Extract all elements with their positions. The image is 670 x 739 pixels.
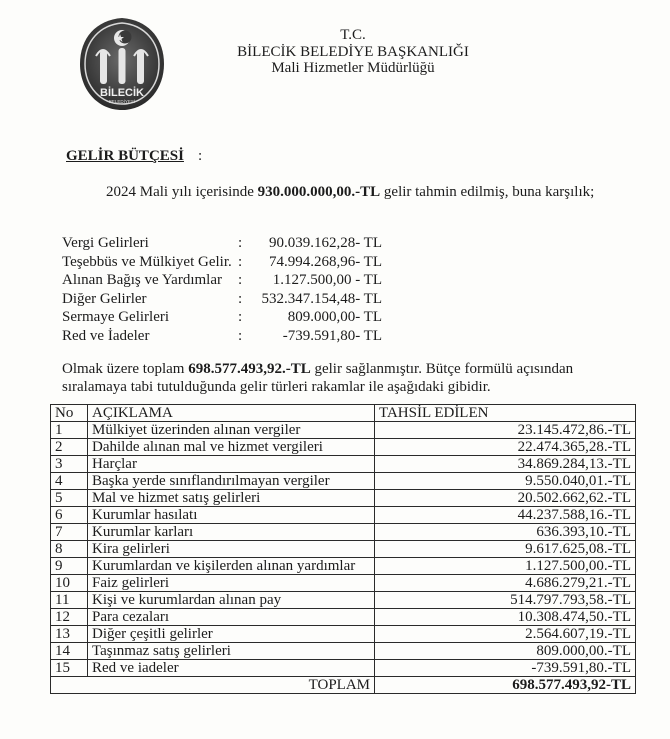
summary-value: 1.127.500,00 - TL (272, 272, 382, 288)
section-title (66, 148, 202, 165)
table-row (51, 575, 636, 592)
col-header-no: No (51, 405, 88, 422)
summary-label: Vergi Gelirleri (62, 235, 149, 251)
row-description: Faiz gelirleri (88, 575, 375, 592)
row-amount: 9.550.040,01.-TL (375, 473, 636, 490)
table-row (51, 422, 636, 439)
row-description: Mal ve hizmet satış gelirleri (88, 490, 375, 507)
section-title-text: GELİR BÜTÇESİ (66, 148, 184, 164)
header-tc: T.C. (340, 27, 366, 43)
summary-label: Red ve İadeler (62, 327, 150, 344)
row-amount: 4.686.279,21.-TL (375, 575, 636, 592)
summary-label: Sermaye Gelirleri (62, 309, 170, 325)
row-amount: 9.617.625,08.-TL (375, 541, 636, 558)
row-no: 11 (51, 592, 88, 609)
summary-label: Diğer Gelirler (62, 290, 147, 307)
summary-row (62, 290, 382, 309)
summary-sep: : (238, 253, 243, 270)
row-no: 3 (51, 456, 88, 473)
row-amount: 10.308.474,50.-TL (375, 609, 636, 626)
header-institution: BİLECİK BELEDİYE BAŞKANLIĞI (237, 44, 469, 60)
row-no: 6 (51, 507, 88, 524)
row-amount: 44.237.588,16.-TL (375, 507, 636, 524)
summary-sep: : (238, 309, 243, 325)
section-title-colon: : (197, 148, 203, 164)
table-header-row (51, 405, 636, 422)
row-amount: 636.393,10.-TL (375, 524, 636, 541)
col-header-amount: TAHSİL EDİLEN (375, 405, 636, 422)
row-no: 2 (51, 439, 88, 456)
row-no: 10 (51, 575, 88, 592)
summary-row (62, 271, 382, 290)
row-amount: 23.145.472,86.-TL (375, 422, 636, 439)
summary-list (62, 234, 382, 345)
summary-sep: : (238, 272, 243, 288)
summary-row (62, 327, 382, 346)
summary-label: Teşebbüs ve Mülkiyet Gelir. (62, 253, 232, 270)
intro-amount: 930.000.000,00.-TL (257, 184, 381, 200)
summary-value: 90.039.162,28- TL (268, 235, 382, 251)
total-label: TOPLAM (88, 677, 375, 694)
table-row (51, 524, 636, 541)
summary-value: -739.591,80- TL (282, 327, 382, 344)
row-description: Kurumlar hasılatı (88, 507, 375, 524)
total-amount: 698.577.493,92-TL (375, 677, 636, 694)
table-row (51, 660, 636, 677)
row-description: Para cezaları (88, 609, 375, 626)
intro-prefix: 2024 Mali yılı içerisinde (106, 184, 254, 200)
summary-label: Alınan Bağış ve Yardımlar (62, 272, 222, 288)
row-description: Dahilde alınan mal ve hizmet vergileri (88, 439, 375, 456)
row-no: 8 (51, 541, 88, 558)
para-amount: 698.577.493,92.-TL (188, 361, 311, 377)
row-no: 4 (51, 473, 88, 490)
summary-sep: : (238, 235, 243, 251)
row-amount: 22.474.365,28.-TL (375, 439, 636, 456)
logo-subtext: BELEDİYESİ (108, 99, 136, 104)
row-amount: 2.564.607,19.-TL (375, 626, 636, 643)
table-row (51, 490, 636, 507)
row-no: 1 (51, 422, 88, 439)
row-amount: 20.502.662,62.-TL (375, 490, 636, 507)
row-amount: 514.797.793,58.-TL (375, 592, 636, 609)
table-row (51, 541, 636, 558)
header-department: Mali Hizmetler Müdürlüğü (271, 60, 435, 76)
logo-text: BİLECİK (100, 87, 144, 99)
row-amount: 809.000,00.-TL (375, 643, 636, 660)
para-suffix: gelir sağlanmıştır. Bütçe formülü açısından sıralamaya tabi tutulduğunda gelir türleri rakamlar ile aşağıdaki gibidir. (62, 361, 574, 395)
row-no: 7 (51, 524, 88, 541)
total-paragraph (62, 360, 622, 396)
row-description: Diğer çeşitli gelirler (88, 626, 375, 643)
row-description: Kurumlar karları (88, 524, 375, 541)
intro-suffix: gelir tahmin edilmiş, buna karşılık; (383, 184, 595, 200)
table-row (51, 456, 636, 473)
table-row (51, 609, 636, 626)
para-prefix: Olmak üzere toplam (62, 361, 185, 377)
table-row (51, 507, 636, 524)
row-no: 5 (51, 490, 88, 507)
row-no: 13 (51, 626, 88, 643)
row-description: Kişi ve kurumlardan alınan pay (88, 592, 375, 609)
table-row (51, 473, 636, 490)
row-no: 15 (51, 660, 88, 677)
row-description: Taşınmaz satış gelirleri (88, 643, 375, 660)
total-blank-cell (51, 677, 88, 694)
row-description: Kira gelirleri (88, 541, 375, 558)
row-amount: 1.127.500,00.-TL (375, 558, 636, 575)
summary-value: 74.994.268,96- TL (268, 253, 382, 270)
row-description: Harçlar (88, 456, 375, 473)
row-description: Mülkiyet üzerinden alınan vergiler (88, 422, 375, 439)
table-row (51, 558, 636, 575)
summary-value: 809.000,00- TL (287, 309, 382, 325)
row-amount: 34.869.284,13.-TL (375, 456, 636, 473)
row-no: 14 (51, 643, 88, 660)
row-amount: -739.591,80.-TL (375, 660, 636, 677)
row-no: 12 (51, 609, 88, 626)
row-description: Kurumlardan ve kişilerden alınan yardımlar (88, 558, 375, 575)
summary-row (62, 253, 382, 272)
table-row (51, 439, 636, 456)
row-description: Red ve iadeler (88, 660, 375, 677)
intro-sentence (106, 184, 594, 201)
summary-value: 532.347.154,48- TL (261, 290, 382, 307)
summary-sep: : (238, 290, 243, 307)
table-row (51, 592, 636, 609)
table-total-row (51, 677, 636, 694)
summary-sep: : (238, 327, 243, 344)
summary-row (62, 234, 382, 253)
table-row (51, 626, 636, 643)
table-row (51, 643, 636, 660)
row-description: Başka yerde sınıflandırılmayan vergiler (88, 473, 375, 490)
revenue-table (50, 404, 636, 694)
summary-row (62, 308, 382, 327)
col-header-description: AÇIKLAMA (88, 405, 375, 422)
row-no: 9 (51, 558, 88, 575)
